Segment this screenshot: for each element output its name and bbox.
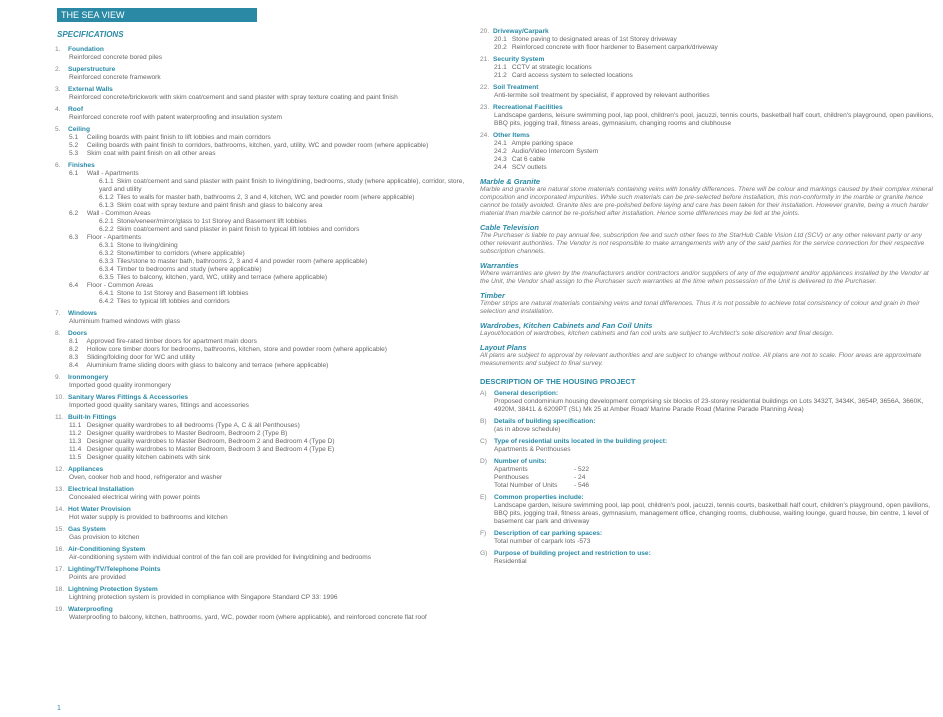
finish-line bbox=[55, 218, 465, 226]
finish-number: 6.4.1 bbox=[99, 290, 114, 297]
finish-line bbox=[55, 178, 465, 194]
note-body: Layout/location of wardrobes, kitchen cabinets and fan coil units are subject to Architect's sole discretion and final design. bbox=[480, 330, 834, 337]
item-number: 11. bbox=[55, 414, 64, 421]
sub-item bbox=[55, 454, 465, 462]
sub-item bbox=[480, 156, 935, 164]
finish-line bbox=[55, 242, 465, 250]
finish-number: 6.2.1 bbox=[99, 218, 114, 225]
description-heading: Common properties include: bbox=[494, 494, 584, 501]
finish-text: Floor - Apartments bbox=[86, 234, 142, 241]
finish-number: 6.4.2 bbox=[99, 298, 114, 305]
finish-line bbox=[55, 250, 465, 258]
item-heading: Appliances bbox=[68, 466, 104, 473]
sub-item bbox=[55, 438, 465, 446]
finish-text: Stone/timber to corridors (where applicable) bbox=[116, 250, 245, 257]
units-label: Apartments bbox=[494, 466, 528, 473]
sub-item-number: 11.1 bbox=[69, 422, 82, 429]
spec-item bbox=[480, 104, 935, 128]
specifications-title: SPECIFICATIONS bbox=[57, 30, 124, 39]
sub-item-text: Ample parking space bbox=[511, 140, 574, 147]
item-heading: Lightning Protection System bbox=[68, 586, 158, 593]
item-body: Air-conditioning system with individual control of the fan coil are provided for living/dining and bedrooms bbox=[69, 554, 372, 561]
finish-number: 6.1.2 bbox=[99, 194, 114, 201]
item-number: 21. bbox=[480, 56, 490, 63]
description-letter: E) bbox=[480, 494, 487, 501]
note-heading: Warranties bbox=[480, 261, 519, 270]
item-heading: Air-Conditioning System bbox=[68, 546, 146, 553]
sub-item-number: 21.2 bbox=[494, 72, 507, 79]
sub-item-number: 11.2 bbox=[69, 430, 82, 437]
description-body: Total number of carpark lots -573 bbox=[494, 538, 591, 545]
spec-item bbox=[55, 310, 465, 326]
description-heading: Purpose of building project and restriction to use: bbox=[494, 550, 651, 557]
item-number: 14. bbox=[55, 506, 65, 513]
spec-item bbox=[480, 28, 935, 52]
item-heading: Hot Water Provision bbox=[68, 506, 131, 513]
sub-item-text: Designer quality wardrobes to Master Bedroom, Bedroom 3 and Bedroom 4 (Type E) bbox=[86, 446, 335, 453]
spec-item bbox=[480, 56, 935, 80]
description-item bbox=[480, 390, 935, 414]
spec-item: 5. Ceiling 5.1 Ceiling boards with paint finish to lift lobbies and main corridors 5.2 Ceiling boards with paint finish to corridors, bathrooms, kitchen, yard, utility, WC and powder room (where applicable) 5.3 Skim coat with paint finish on all other areas bbox=[55, 126, 429, 157]
item-number: 15. bbox=[55, 526, 65, 533]
finish-line bbox=[55, 266, 465, 274]
sub-item-number: 8.2 bbox=[69, 346, 79, 353]
sub-item bbox=[55, 430, 465, 438]
spec-item bbox=[55, 586, 465, 602]
spec-item bbox=[55, 330, 465, 370]
units-value: - 522 bbox=[574, 466, 590, 473]
item-body: Waterproofing to balcony, kitchen, bathrooms, yard, WC, powder room (where applicable), and reinforced concrete flat roof bbox=[69, 614, 427, 621]
finish-text: Stone to 1st Storey and Basement lift lobbies bbox=[116, 290, 249, 297]
description-heading: Description of car parking spaces: bbox=[494, 530, 603, 537]
finish-line bbox=[55, 170, 465, 178]
note-body: All plans are subject to approval by relevant authorities and are subject to change without notice. All plans are not to scale. Floor areas are approximate measurements and subject to final survey. bbox=[480, 352, 922, 367]
note-heading: Cable Television bbox=[480, 223, 539, 232]
sub-item bbox=[55, 362, 465, 370]
spec-list-left bbox=[55, 46, 465, 626]
sub-item-text: Audio/Video Intercom System bbox=[511, 148, 599, 155]
sub-item bbox=[55, 338, 465, 346]
finish-number: 6.3.4 bbox=[99, 266, 114, 273]
description-letter: C) bbox=[480, 438, 487, 445]
spec-item bbox=[55, 374, 465, 390]
finish-number: 6.1 bbox=[69, 170, 79, 177]
units-value: - 24 bbox=[574, 474, 586, 481]
spec-item bbox=[55, 414, 465, 462]
sub-item-number: 11.3 bbox=[69, 438, 82, 445]
sub-item bbox=[55, 446, 465, 454]
sub-item-number: 24.3 bbox=[494, 156, 507, 163]
spec-item bbox=[55, 394, 465, 410]
sub-item-number: 11.4 bbox=[69, 446, 82, 453]
item-body: Hot water supply is provided to bathrooms and kitchen bbox=[69, 514, 228, 521]
finish-number: 6.3.2 bbox=[99, 250, 114, 257]
item-number: 8. bbox=[55, 330, 61, 337]
finish-number: 6.2.2 bbox=[99, 226, 114, 233]
note-body: Marble and granite are natural stone materials containing veins with tonality differences. There will be colour and markings caused by their complex mineral composition and incorporated impurities. While such materials can be pre-selected before installation, this non-conformity in the marble or granite hence cannot be totally avoided. Granite tiles are pre-polished before laying and care has been taken for their installation. However granite, being a much harder material than marble cannot be re-polished after installation. Hence some differences may be felt at the joints. bbox=[480, 186, 933, 217]
finish-line bbox=[55, 194, 465, 202]
note-body: Timber strips are natural materials containing veins and tonal differences. Thus it is not possible to achieve total consistency of colour and grain in their selection and installation. bbox=[480, 300, 920, 315]
item-number: 17. bbox=[55, 566, 65, 573]
sub-item-text: SCV outlets bbox=[511, 164, 547, 171]
sub-item-number: 8.1 bbox=[69, 338, 79, 345]
finish-text: Tiles/stone to master bath, bathrooms 2, 3 and 4 and powder room (where applicable) bbox=[116, 258, 368, 265]
page-mark: 1 bbox=[57, 705, 61, 712]
item-heading: Doors bbox=[68, 330, 88, 337]
finish-line bbox=[55, 202, 465, 210]
spec-item bbox=[55, 506, 465, 522]
finish-number: 6.3.3 bbox=[99, 258, 114, 265]
description-body: Residential bbox=[494, 558, 527, 565]
item-heading: Driveway/Carpark bbox=[493, 28, 549, 35]
item-body: Oven, cooker hob and hood, refrigerator and washer bbox=[69, 474, 223, 481]
finish-text: Wall - Common Areas bbox=[86, 210, 151, 217]
item-heading: Built-In Fittings bbox=[68, 414, 117, 421]
finish-line bbox=[55, 226, 465, 234]
item-body: Concealed electrical wiring with power points bbox=[69, 494, 201, 501]
item-number: 16. bbox=[55, 546, 65, 553]
finish-text: Stone/veneer/mirror/glass to 1st Storey and Basement lift lobbies bbox=[116, 218, 307, 225]
sub-item-text: Reinforced concrete with floor hardener to Basement carpark/driveway bbox=[511, 44, 718, 51]
item-heading: Windows bbox=[68, 310, 97, 317]
units-value: - 546 bbox=[574, 482, 590, 489]
item-body: Imported good quality sanitary wares, fittings and accessories bbox=[69, 402, 249, 409]
sub-item-number: 24.1 bbox=[494, 140, 507, 147]
spec-item bbox=[480, 84, 935, 100]
item-number: 7. bbox=[55, 310, 61, 317]
description-item bbox=[480, 458, 935, 490]
units-label: Total Number of Units bbox=[494, 482, 558, 489]
description-body: Landscape garden, leisure swimming pool, lap pool, children's pool, jacuzzi, tennis courts, basketball half court, children's playground, open pavilions, BBQ pits, jogging trail, fitness areas, gymnasium, management office, changing rooms, clubhouse, waiting lounge, guard house, bin centre, 1 level of basement car park and driveway bbox=[494, 502, 931, 525]
description-item bbox=[480, 494, 935, 526]
spec-item bbox=[480, 132, 935, 172]
description-letter: G) bbox=[480, 550, 488, 557]
item-body: Lightning protection system is provided in compliance with Singapore Standard CP 33: 1996 bbox=[69, 594, 338, 601]
note-body: The Purchaser is liable to pay annual fee, subscription fee and such other fees to the StarHub Cable Vision Ltd (SCV) or any other relevant party or any other relevant authorities. The Vendor is not responsible to make arrangements with any of the said parties for the service connection for their respective subscription channels. bbox=[480, 232, 925, 255]
item-number: 9. bbox=[55, 374, 61, 381]
note-heading: Wardrobes, Kitchen Cabinets and Fan Coil Units bbox=[480, 321, 653, 330]
sub-item bbox=[480, 44, 935, 52]
item-heading: Recreational Facilities bbox=[493, 104, 563, 111]
units-label: Penthouses bbox=[494, 474, 529, 481]
finish-line bbox=[55, 234, 465, 242]
sub-item bbox=[480, 148, 935, 156]
item-number: 22. bbox=[480, 84, 490, 91]
item-body: Points are provided bbox=[69, 574, 126, 581]
item-body: Gas provision to kitchen bbox=[69, 534, 140, 541]
sub-item-number: 11.5 bbox=[69, 454, 82, 461]
sub-item bbox=[55, 346, 465, 354]
spec-item bbox=[55, 606, 465, 622]
finish-text: Tiles to balcony, kitchen, yard, WC, utility and terrace (where applicable) bbox=[116, 274, 328, 281]
sub-item-text: Stone paving to designated areas of 1st Storey driveway bbox=[511, 36, 677, 43]
finish-number: 6.3 bbox=[69, 234, 79, 241]
item-body: Imported good quality ironmongery bbox=[69, 382, 171, 389]
item-heading: Soil Treatment bbox=[493, 84, 539, 91]
finish-number: 6.1.3 bbox=[99, 202, 114, 209]
sub-item-text: CCTV at strategic locations bbox=[511, 64, 592, 71]
sub-item bbox=[480, 164, 935, 172]
item-heading: Gas System bbox=[68, 526, 106, 533]
sub-item-text: Sliding/folding door for WC and utility bbox=[86, 354, 195, 361]
description-heading: Details of building specification: bbox=[494, 418, 596, 425]
sub-item-number: 24.4 bbox=[494, 164, 507, 171]
sub-item-number: 20.1 bbox=[494, 36, 507, 43]
finish-text: Skim coat with spray texture and paint finish and glass to balcony area bbox=[116, 202, 323, 209]
description-heading: Number of units: bbox=[494, 458, 547, 465]
finish-line bbox=[55, 290, 465, 298]
description-heading: Type of residential units located in the building project: bbox=[494, 438, 668, 445]
item-heading: Lighting/TV/Telephone Points bbox=[68, 566, 161, 573]
item-heading: Sanitary Wares Fittings & Accessories bbox=[68, 394, 189, 401]
sub-item-number: 24.2 bbox=[494, 148, 507, 155]
finish-text: Stone to living/dining bbox=[116, 242, 178, 249]
sub-item-text: Designer quality wardrobes to all bedrooms (Type A, C & all Penthouses) bbox=[86, 422, 300, 429]
finish-number: 6.2 bbox=[69, 210, 79, 217]
finish-line bbox=[55, 274, 465, 282]
units-table bbox=[480, 466, 935, 490]
spec-item bbox=[55, 566, 465, 582]
finish-number: 6.3.1 bbox=[99, 242, 114, 249]
description-letter: A) bbox=[480, 390, 487, 397]
sub-item-text: Cat 6 cable bbox=[511, 156, 546, 163]
sub-item bbox=[480, 64, 935, 72]
spec-item: 1. Foundation Reinforced concrete bored piles bbox=[55, 46, 163, 61]
sub-item-number: 20.2 bbox=[494, 44, 507, 51]
item-number: 19. bbox=[55, 606, 65, 613]
note-heading: Timber bbox=[480, 291, 505, 300]
spec-item bbox=[55, 546, 465, 562]
item-body: Anti-termite soil treatment by specialist, if approved by relevant authorities bbox=[494, 92, 710, 99]
item-heading: Security System bbox=[493, 56, 545, 63]
item-body: Aluminium framed windows with glass bbox=[69, 318, 181, 325]
item-number: 23. bbox=[480, 104, 490, 111]
finish-number: 6.1.1 bbox=[99, 178, 114, 185]
finish-text: Floor - Common Areas bbox=[86, 282, 154, 289]
sub-item-text: Designer quality wardrobes to Master Bedroom, Bedroom 2 and Bedroom 4 (Type D) bbox=[86, 438, 335, 445]
finish-number: 6.4 bbox=[69, 282, 79, 289]
sub-item-text: Card access system to selected locations bbox=[511, 72, 633, 79]
note-body: Where warranties are given by the manufacturers and/or contractors and/or suppliers of any of the equipment and/or appliances installed by the Vendor at the Unit, the Vendor shall assign to the Purchaser such warranties at the time when possession of the Unit is delivered to the Purchaser. bbox=[480, 270, 929, 285]
description-item bbox=[480, 530, 935, 546]
item-body: Landscape gardens, leisure swimming pool, lap pool, children's pool, jacuzzi, tennis courts, basketball half court, children's playground, open pavilions, BBQ pits, jogging trail, fitness areas, gymnasium, changing rooms and clubhouse bbox=[494, 112, 934, 127]
sub-item bbox=[480, 72, 935, 80]
sub-item-text: Designer quality wardrobes to Master Bedroom, Bedroom 2 (Type B) bbox=[86, 430, 288, 437]
sub-item bbox=[480, 140, 935, 148]
sub-item bbox=[55, 354, 465, 362]
sub-item-number: 8.4 bbox=[69, 362, 79, 369]
description-body: Proposed condominium housing development comprising six blocks of 23-storey residential buildings on Lots 3432T, 3434K, 3654P, 3656A, 3660K, 4920M, 3841L & 6209PT (SL) Mk 25 at Amber Road/ Marine Parade Road (Marine Parade Planning Area) bbox=[494, 398, 924, 413]
sub-item-text: Aluminium frame sliding doors with glass to balcony and terrace (where applicable) bbox=[86, 362, 329, 369]
description-letter: B) bbox=[480, 418, 487, 425]
sub-item-text: Designer quality kitchen cabinets with sink bbox=[86, 454, 211, 461]
spec-item: 4. Roof Reinforced concrete roof with patent waterproofing and insulation system bbox=[55, 106, 282, 121]
item-number: 12. bbox=[55, 466, 65, 473]
finish-number: 6.3.5 bbox=[99, 274, 114, 281]
item-number: 13. bbox=[55, 486, 65, 493]
sub-item-text: Hollow core timber doors for bedrooms, bathrooms, kitchen, store and powder room (where applicable) bbox=[86, 346, 387, 353]
sub-item bbox=[55, 422, 465, 430]
description-item bbox=[480, 550, 935, 566]
item-heading: Electrical Installation bbox=[68, 486, 134, 493]
finish-text: Wall - Apartments bbox=[86, 170, 139, 177]
finish-line bbox=[55, 298, 465, 306]
description-letter: F) bbox=[480, 530, 487, 537]
description-body: Apartments & Penthouses bbox=[494, 446, 571, 453]
description-item bbox=[480, 418, 935, 434]
finish-text: Timber to bedrooms and study (where applicable) bbox=[116, 266, 262, 273]
finish-text: Skim coat/cement and sand plaster with paint finish to living/dining, bedrooms, study (where applicable), corridor, store, yard and utility bbox=[99, 178, 465, 193]
item-heading: Ironmongery bbox=[68, 374, 109, 381]
item-heading: Waterproofing bbox=[68, 606, 113, 613]
item-number: 20. bbox=[480, 28, 490, 35]
description-body: (as in above schedule) bbox=[494, 426, 561, 433]
item-number: 18. bbox=[55, 586, 65, 593]
spec-item-finishes: 6. Finishes 6.1 Wall - Apartments 6.1.1 Skim coat/cement and sand plaster with paint finish to living/dining, bedrooms, study (where applicable), corridor, store, yard and utility 6.1.2 Tiles to walls for master bath, bathrooms 2, 3 and 4, kitchen, WC and powder room (where applicable) 6.1.3 Skim coat with spray texture and paint finish and glass to balcony area 6.2 Wall - Common Areas 6.2.1 Stone/veneer/mirror/glass to 1st Storey and Basement lift lobbies 6.2.2 Skim coat/cement and sand plaster in paint finish to typical lift lobbies and corridors 6.3 Floor - Apartments 6.3.1 Stone to living/dining 6.3.2 Stone/timber to corridors (where applicable) 6.3.3 Tiles/stone to master bath, bathrooms 2, 3 and 4 and powder room (where applicable) 6.3.4 Timber to bedrooms and study (where applicable) 6.3.5 Tiles to balcony, kitchen, yard, WC, utility and terrace (where applicable) 6.4 Floor - Common Areas 6.4.1 Stone to 1st Storey and Basement lift lobbies 6.4.2 Tiles to typical lift lobbies and corridors bbox=[55, 162, 465, 305]
spec-list-right bbox=[480, 28, 935, 570]
item-heading: Other Items bbox=[493, 132, 530, 139]
finish-text: Tiles to typical lift lobbies and corridors bbox=[116, 298, 230, 305]
sub-item-number: 8.3 bbox=[69, 354, 79, 361]
sub-item-text: Approved fire-rated timber doors for apartment main doors bbox=[86, 338, 257, 345]
finish-line bbox=[55, 210, 465, 218]
note-heading: Layout Plans bbox=[480, 343, 527, 352]
finish-line bbox=[55, 282, 465, 290]
finish-line bbox=[55, 258, 465, 266]
sub-item bbox=[480, 36, 935, 44]
note-heading: Marble & Granite bbox=[480, 177, 541, 186]
item-number: 10. bbox=[55, 394, 65, 401]
spec-item: 3. External Walls Reinforced concrete/brickwork with skim coat/cement and sand plaster with spray texture coating and paint finish bbox=[55, 86, 398, 101]
description-heading: General description: bbox=[494, 390, 559, 397]
spec-item bbox=[55, 486, 465, 502]
description-item bbox=[480, 438, 935, 454]
finish-text: Skim coat/cement and sand plaster in paint finish to typical lift lobbies and corridors bbox=[116, 226, 360, 233]
description-letter: D) bbox=[480, 458, 487, 465]
sub-item-number: 21.1 bbox=[494, 64, 507, 71]
title-banner: THE SEA VIEW bbox=[57, 8, 257, 22]
description-title: DESCRIPTION OF THE HOUSING PROJECT bbox=[480, 377, 636, 386]
finish-text: Tiles to walls for master bath, bathrooms 2, 3 and 4, kitchen, WC and powder room (where applicable) bbox=[116, 194, 415, 201]
spec-item bbox=[55, 526, 465, 542]
spec-item bbox=[55, 466, 465, 482]
item-number: 24. bbox=[480, 132, 490, 139]
spec-item: 2. Superstructure Reinforced concrete framework bbox=[55, 66, 161, 81]
